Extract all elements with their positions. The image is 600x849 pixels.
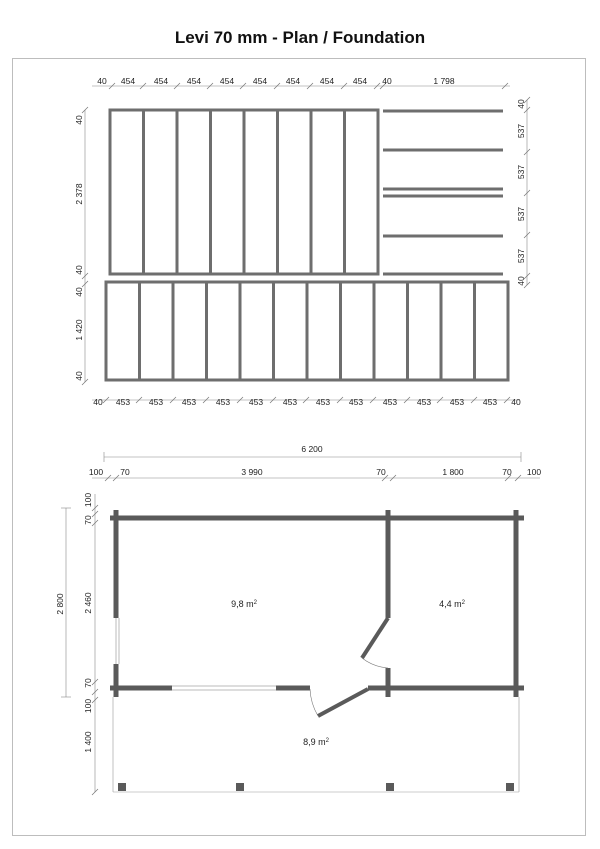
dim-label: 454	[186, 76, 202, 86]
dim-label: 453	[382, 397, 398, 407]
dim-label: 70	[376, 467, 386, 477]
foundation-right-beams	[383, 111, 503, 274]
dim-label: 453	[449, 397, 465, 407]
dim-label: 100	[88, 467, 104, 477]
dim-label: 40	[74, 265, 84, 275]
dim-label: 70	[120, 467, 130, 477]
dim-label: 2 378	[74, 183, 84, 205]
dim-label: 453	[115, 397, 131, 407]
post	[236, 783, 244, 791]
dim-label: 70	[83, 515, 93, 525]
dim-label: 40	[93, 397, 103, 407]
dim-label: 100	[526, 467, 542, 477]
dim-label: 40	[516, 276, 526, 286]
dim-label: 454	[352, 76, 368, 86]
dim-label: 1 400	[83, 731, 93, 753]
foundation-plan	[74, 76, 530, 407]
dim-label: 537	[516, 206, 526, 222]
post	[118, 783, 126, 791]
dim-label: 453	[215, 397, 231, 407]
dim-label: 40	[516, 99, 526, 109]
dim-label: 537	[516, 123, 526, 139]
page-title: Levi 70 mm - Plan / Foundation	[174, 28, 426, 47]
dim-label: 454	[285, 76, 301, 86]
room-area-terrace: 8,9 $m^2$	[303, 737, 329, 747]
dim-label: 453	[348, 397, 364, 407]
overall-width-label: 6 200	[301, 444, 323, 454]
dim-label: 453	[248, 397, 264, 407]
dim-label: 453	[282, 397, 298, 407]
dim-label: 100	[83, 698, 93, 714]
left-outer-label: 2 800	[55, 593, 65, 615]
dim-label: 70	[83, 678, 93, 688]
dim-label: 40	[74, 371, 84, 381]
post	[506, 783, 514, 791]
dim-label: 2 460	[83, 592, 93, 614]
dim-label: 1 800	[442, 467, 464, 477]
dim-label: 454	[252, 76, 268, 86]
foundation-upper-joists	[144, 110, 345, 274]
front-door-leaf	[318, 689, 368, 716]
dim-label: 453	[181, 397, 197, 407]
dim-label: 70	[502, 467, 512, 477]
foundation-lower-joists	[140, 282, 475, 380]
dim-label: 454	[319, 76, 335, 86]
dim-label: 1 798	[433, 76, 455, 86]
foundation-left-dim-labels	[74, 115, 84, 381]
dim-label: 453	[315, 397, 331, 407]
inner-door-leaf	[362, 618, 388, 658]
floor-plan	[55, 444, 541, 795]
dim-label: 40	[511, 397, 521, 407]
dim-label: 453	[416, 397, 432, 407]
foundation-right-dim-labels	[516, 99, 526, 286]
dim-label: 454	[153, 76, 169, 86]
inner-door-swing	[362, 658, 388, 668]
dim-label: 454	[219, 76, 235, 86]
dim-label: 40	[74, 115, 84, 125]
post	[386, 783, 394, 791]
dim-label: 40	[382, 76, 392, 86]
dim-label: 100	[83, 492, 93, 508]
dim-label: 453	[148, 397, 164, 407]
dim-label: 537	[516, 248, 526, 264]
dim-label: 454	[120, 76, 136, 86]
front-door-swing	[310, 689, 318, 716]
room-area-main: 9,8 $m^2$	[231, 599, 257, 609]
dim-label: 453	[482, 397, 498, 407]
dim-label: 40	[74, 287, 84, 297]
dim-label: 3 990	[241, 467, 263, 477]
foundation-top-dim-labels	[97, 76, 455, 86]
doors	[310, 618, 388, 716]
dim-label: 40	[97, 76, 107, 86]
dim-label: 1 420	[74, 319, 84, 341]
dim-label: 537	[516, 164, 526, 180]
room-area-side: 4,4 $m^2$	[439, 599, 465, 609]
